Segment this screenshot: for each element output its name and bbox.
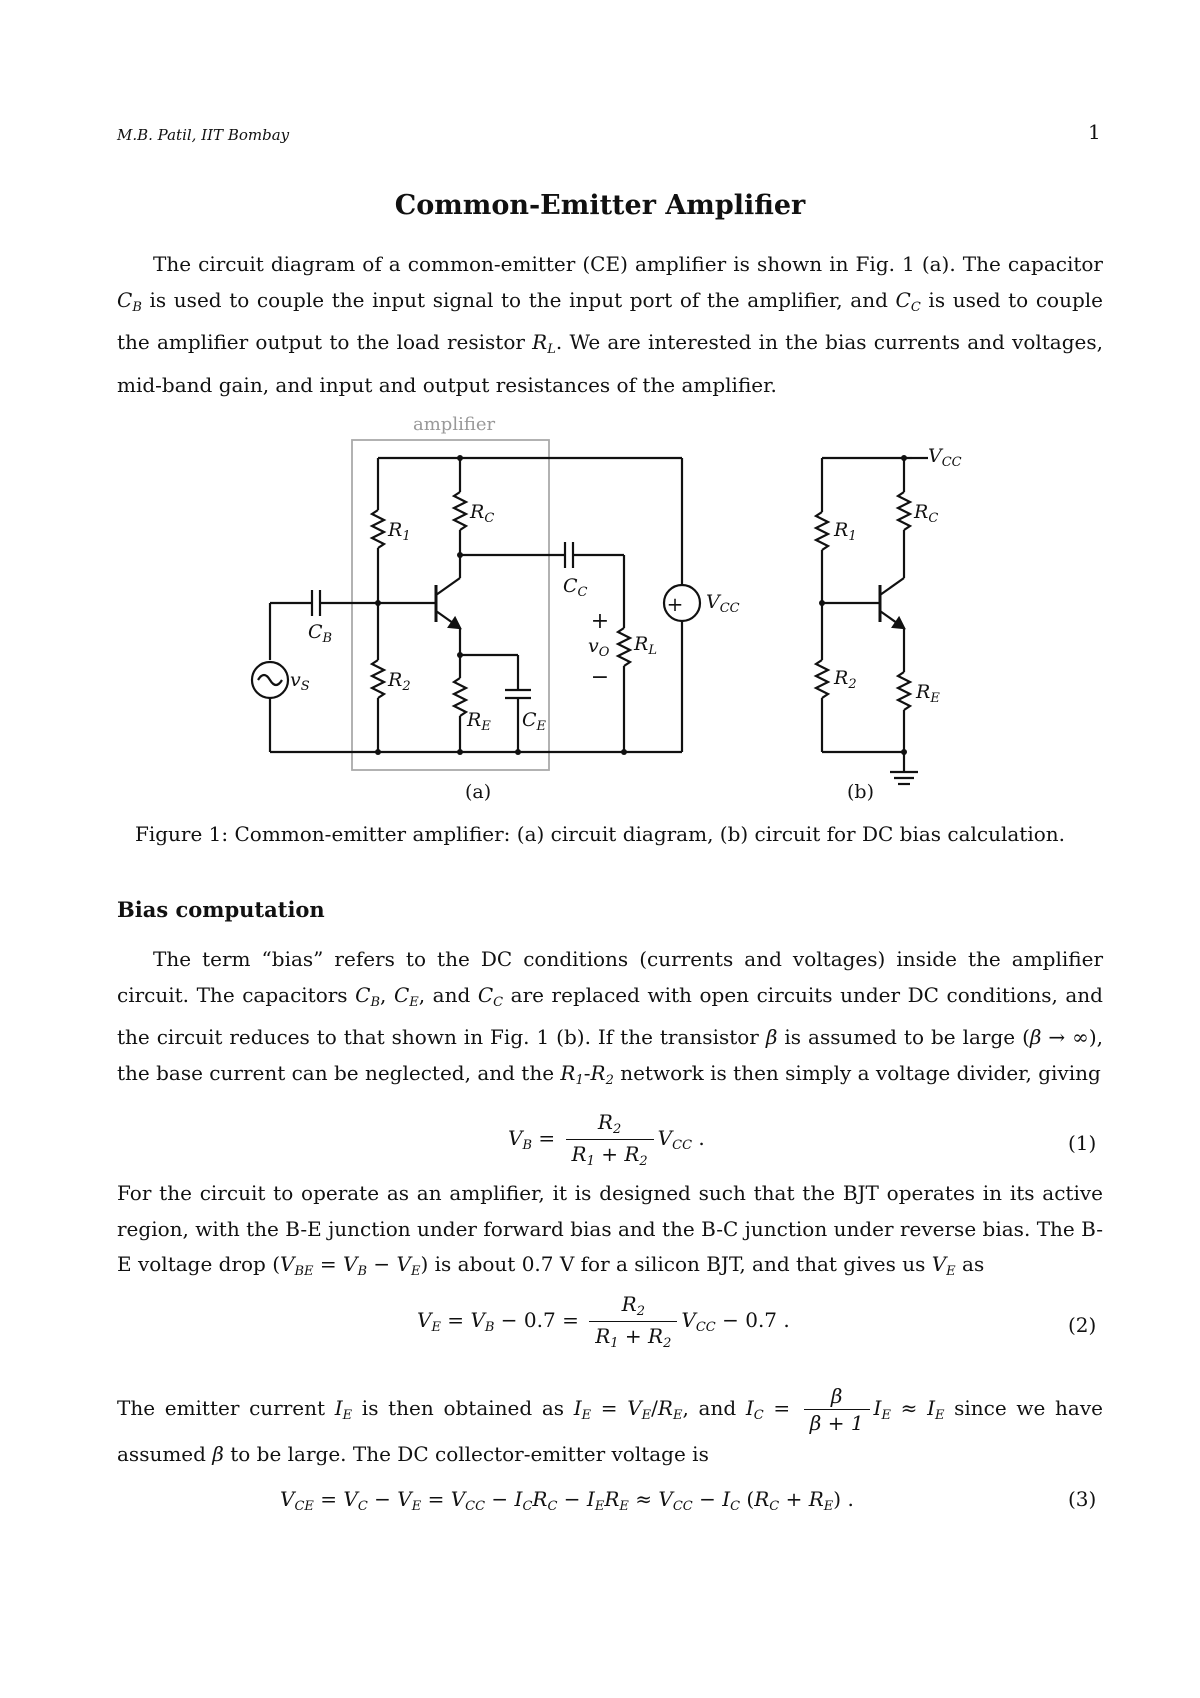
label-vcc-a: $V_{CC}$ <box>706 591 740 616</box>
transistor-arrow <box>449 618 460 628</box>
label-vcc-b: $V_{CC}$ <box>928 445 962 470</box>
label-r1-a: $R_1$ <box>388 519 411 544</box>
figure-caption: Figure 1: Common-emitter amplifier: (a) circuit diagram, (b) circuit for DC bias calculation. <box>134 822 1066 846</box>
equation-3-number: (3) <box>1068 1487 1097 1511</box>
vcc-plus: + <box>666 592 684 616</box>
equation-2: $V_E = V_B - 0.7$ = $\frac{R_2}{R_1 + R_2}$ $V_{CC} - 0.7$ . <box>417 1292 790 1351</box>
intro-text-1: The circuit diagram of a common-emitter (CE) amplifier is shown in Fig. 1 (a). The capacitor <box>153 252 1103 276</box>
symbol-rl: R <box>532 330 548 354</box>
label-r2-b: $R_2$ <box>834 667 857 692</box>
vo-plus: + <box>590 609 610 634</box>
rl-resistor <box>618 628 630 666</box>
label-rl-a: $R_L$ <box>634 633 657 658</box>
label-vs-a: $v_S$ <box>290 669 310 694</box>
amplifier-label: amplifier <box>413 414 496 435</box>
operating-paragraph: For the circuit to operate as an amplifier, it is designed such that the BJT operates in its active region, with the B-E junction under forward bias and the B-C junction under reverse bias. The B-E voltage drop $(V_{BE} = V_B - V_E)$ is about 0.7 V for a silicon BJT, and that gives us $V_E$ as <box>117 1181 1103 1279</box>
page-title: Common-Emitter Amplifier <box>394 190 806 221</box>
label-re-a: $R_E$ <box>467 709 491 734</box>
symbol-cc: C <box>895 287 911 312</box>
symbol-rl-sub: L <box>547 342 556 357</box>
equation-1: $V_B$ = $\frac{R_2}{R_1 + R_2}$ $V_{CC}$ . <box>508 1110 705 1169</box>
label-vo-a: $v_O$ <box>588 635 610 660</box>
vo-minus: − <box>590 665 610 690</box>
r2-resistor <box>372 660 384 698</box>
intro-text-4: . We are interested in the bias currents and voltages, mid-band gain, and input and output resistances of the amplifier. <box>117 330 1103 397</box>
emitter-current-paragraph: The emitter current $I_E$ is then obtained as $I_E = V_E/R_E$, and $I_C$ = $\frac{\beta}{\beta + 1}$ $I_E \approx I_E$ since we have assumed β to be large. The DC collector-emitter voltage is <box>117 1384 1103 1466</box>
label-r1-b: $R_1$ <box>834 519 857 544</box>
label-re-b: $R_E$ <box>916 681 940 706</box>
equation-2-number: (2) <box>1068 1313 1097 1337</box>
label-r2-a: $R_2$ <box>388 669 411 694</box>
r2b-resistor <box>816 660 828 698</box>
intro-paragraph <box>117 247 1103 403</box>
label-cb-a: $C_B$ <box>308 621 333 646</box>
page-number: 1 <box>1088 120 1101 144</box>
intro-text-2: is used to couple the input signal to the input port of the amplifier, and <box>141 287 896 312</box>
figure-label-b: (b) <box>847 781 874 803</box>
running-header-author: M.B. Patil, IIT Bombay <box>117 126 290 144</box>
amplifier-box <box>352 440 549 770</box>
figure-label-a: (a) <box>465 781 492 803</box>
reb-resistor <box>898 672 910 710</box>
r1-resistor <box>372 510 384 548</box>
label-rc-b: $R_C$ <box>914 501 939 526</box>
symbol-cb: C <box>117 287 133 312</box>
intro-text-3: is used to couple the amplifier output to the load resistor <box>117 287 1103 354</box>
bias-paragraph: The term “bias” refers to the DC conditions (currents and voltages) inside the amplifier circuit. The capacitors $C_B$, $C_E$, and $C_C$ are replaced with open circuits under DC conditions, and the circuit reduces to that shown in Fig. 1 (b). If the transistor β is assumed to be large (β → ∞), the base current can be neglected, and the $R_1-R_2$ network is then simply a voltage divider, giving <box>117 947 1103 1088</box>
re-resistor <box>454 678 466 716</box>
circuit-figure <box>0 400 1200 810</box>
section-title: Bias computation <box>117 897 325 922</box>
symbol-cb-sub: B <box>132 299 142 315</box>
rcb-resistor <box>898 492 910 530</box>
r1b-resistor <box>816 512 828 550</box>
label-cc-a: $C_C$ <box>563 575 588 600</box>
symbol-cc-sub: C <box>910 299 921 315</box>
label-rc-a: $R_C$ <box>470 501 495 526</box>
label-ce-a: $C_E$ <box>522 709 547 734</box>
equation-3: $V_{CE} = V_C - V_E = V_{CC} - I_CR_C - I_ER_E \approx V_{CC} - I_C$ $(R_C + R_E)$ . <box>280 1487 854 1514</box>
equation-1-number: (1) <box>1068 1131 1097 1155</box>
rc-resistor <box>454 492 466 530</box>
